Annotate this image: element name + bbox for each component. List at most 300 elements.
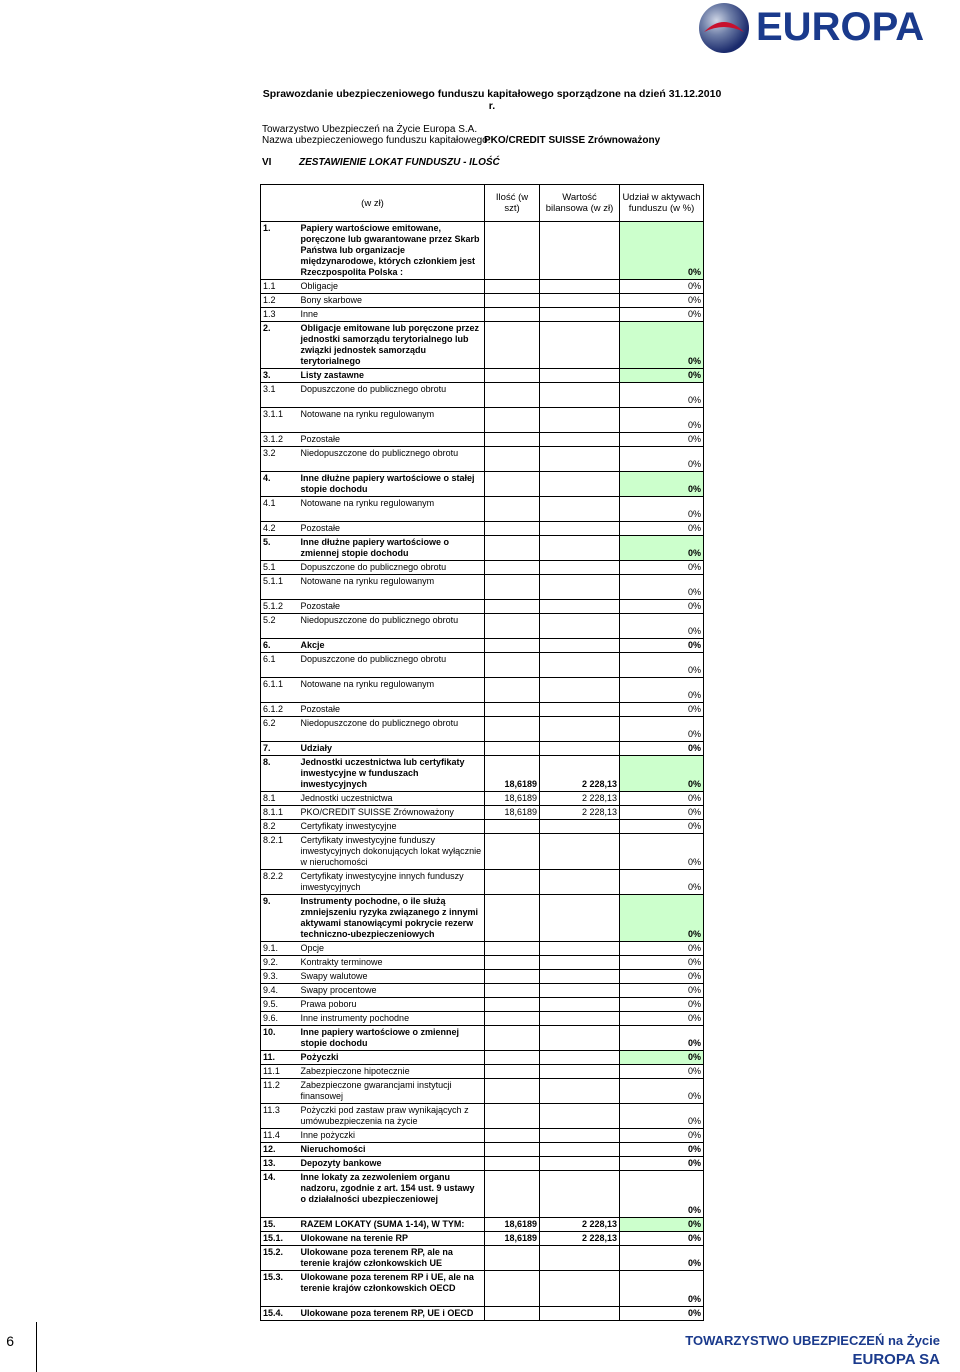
row-value (540, 1143, 620, 1157)
row-quantity (485, 222, 540, 280)
row-number: 11.1 (261, 1065, 299, 1079)
row-value (540, 383, 620, 408)
row-label: Pozostałe (299, 600, 485, 614)
table-row (261, 1026, 704, 1051)
row-share: 0% (620, 703, 704, 717)
row-quantity (485, 369, 540, 383)
footer-company: TOWARZYSTWO UBEZPIECZEŃ na Życie (685, 1333, 940, 1348)
row-label: Notowane na rynku regulowanym (299, 575, 485, 600)
row-label: Ulokowane poza terenem RP i UE, ale na terenie krajów członkowskich OECD (299, 1271, 485, 1307)
row-quantity (485, 717, 540, 742)
fund-name: PKO/CREDIT SUISSE Zrównoważony (484, 135, 661, 146)
row-number: 6.1 (261, 653, 299, 678)
row-quantity (485, 308, 540, 322)
row-number: 8.2.1 (261, 834, 299, 870)
row-quantity: 18,6189 (485, 806, 540, 820)
row-share: 0% (620, 1171, 704, 1218)
row-number: 1.3 (261, 308, 299, 322)
row-share: 0% (620, 998, 704, 1012)
footer-divider (36, 1322, 37, 1372)
row-quantity (485, 703, 540, 717)
table-row (261, 1104, 704, 1129)
row-number: 10. (261, 1026, 299, 1051)
row-value (540, 678, 620, 703)
table-row (261, 614, 704, 639)
row-label: Opcje (299, 942, 485, 956)
row-quantity (485, 614, 540, 639)
table-row (261, 369, 704, 383)
row-quantity (485, 678, 540, 703)
row-label: Certyfikaty inwestycyjne funduszy inwestycyjnych dokonujących lokat wyłącznie w nieruchomości (299, 834, 485, 870)
row-number: 1. (261, 222, 299, 280)
row-number: 6. (261, 639, 299, 653)
row-label: Udziały (299, 742, 485, 756)
row-value (540, 870, 620, 895)
table-row (261, 472, 704, 497)
row-number: 5.1.2 (261, 600, 299, 614)
row-value (540, 742, 620, 756)
row-number: 3. (261, 369, 299, 383)
row-value (540, 472, 620, 497)
row-value (540, 1051, 620, 1065)
header-qty: Ilość (w szt) (485, 185, 540, 222)
row-label: Notowane na rynku regulowanym (299, 678, 485, 703)
table-row (261, 820, 704, 834)
row-label: Niedopuszczone do publicznego obrotu (299, 717, 485, 742)
table-body (261, 222, 704, 1321)
header-value: Wartość bilansowa (w zł) (540, 185, 620, 222)
row-value (540, 280, 620, 294)
table-row (261, 956, 704, 970)
table-row (261, 834, 704, 870)
row-share: 0% (620, 678, 704, 703)
table-row (261, 522, 704, 536)
table-row (261, 653, 704, 678)
table-row (261, 1157, 704, 1171)
row-quantity: 18,6189 (485, 1218, 540, 1232)
row-number: 1.1 (261, 280, 299, 294)
row-quantity (485, 497, 540, 522)
row-number: 5.2 (261, 614, 299, 639)
row-quantity: 18,6189 (485, 1232, 540, 1246)
row-quantity (485, 575, 540, 600)
row-value (540, 1026, 620, 1051)
section-number: VI (262, 157, 272, 168)
row-label: Zabezpieczone gwarancjami instytucji finansowej (299, 1079, 485, 1104)
row-quantity (485, 1065, 540, 1079)
row-label: Pożyczki pod zastaw praw wynikających z umówubezpieczenia na życie (299, 1104, 485, 1129)
table-row (261, 639, 704, 653)
row-share: 0% (620, 600, 704, 614)
row-share: 0% (620, 970, 704, 984)
row-value (540, 1129, 620, 1143)
row-number: 11.3 (261, 1104, 299, 1129)
table-row (261, 998, 704, 1012)
row-value: 2 228,13 (540, 806, 620, 820)
row-quantity (485, 820, 540, 834)
table-row (261, 447, 704, 472)
table-row (261, 383, 704, 408)
row-label: Certyfikaty inwestycyjne innych funduszy inwestycyjnych (299, 870, 485, 895)
company-name: Towarzystwo Ubezpieczeń na Życie Europa S.A. (262, 124, 478, 135)
row-label: Inne lokaty za zezwoleniem organu nadzoru, zgodnie z art. 154 ust. 9 ustawy o działalności ubezpieczeniowej (299, 1171, 485, 1218)
row-share: 0% (620, 433, 704, 447)
row-share: 0% (620, 956, 704, 970)
row-number: 2. (261, 322, 299, 369)
row-share: 0% (620, 792, 704, 806)
row-share: 0% (620, 942, 704, 956)
row-value (540, 1171, 620, 1218)
row-number: 9.6. (261, 1012, 299, 1026)
row-share: 0% (620, 639, 704, 653)
row-label: Jednostki uczestnictwa (299, 792, 485, 806)
table-row (261, 1218, 704, 1232)
row-value (540, 703, 620, 717)
row-value: 2 228,13 (540, 756, 620, 792)
row-number: 11.4 (261, 1129, 299, 1143)
table-row (261, 1307, 704, 1321)
row-share: 0% (620, 536, 704, 561)
row-quantity (485, 1271, 540, 1307)
row-quantity (485, 870, 540, 895)
europa-logo (698, 2, 960, 52)
table-row (261, 294, 704, 308)
row-share: 0% (620, 717, 704, 742)
row-share: 0% (620, 1271, 704, 1307)
table-row (261, 1065, 704, 1079)
row-share: 0% (620, 383, 704, 408)
row-number: 3.1 (261, 383, 299, 408)
row-label: Dopuszczone do publicznego obrotu (299, 383, 485, 408)
row-value (540, 1012, 620, 1026)
row-number: 9.2. (261, 956, 299, 970)
row-number: 15.1. (261, 1232, 299, 1246)
row-quantity (485, 383, 540, 408)
row-label: Notowane na rynku regulowanym (299, 408, 485, 433)
row-quantity (485, 561, 540, 575)
row-value (540, 575, 620, 600)
table-row (261, 1232, 704, 1246)
row-number: 15.3. (261, 1271, 299, 1307)
row-share: 0% (620, 294, 704, 308)
row-share: 0% (620, 322, 704, 369)
table-row (261, 575, 704, 600)
row-quantity (485, 522, 540, 536)
row-number: 11.2 (261, 1079, 299, 1104)
row-quantity (485, 956, 540, 970)
table-row (261, 1079, 704, 1104)
row-number: 13. (261, 1157, 299, 1171)
table-row (261, 703, 704, 717)
row-share: 0% (620, 561, 704, 575)
row-value (540, 408, 620, 433)
row-number: 5.1.1 (261, 575, 299, 600)
page-number: 6 (6, 1333, 14, 1349)
row-share: 0% (620, 1307, 704, 1321)
table-row (261, 792, 704, 806)
table-row (261, 222, 704, 280)
row-quantity (485, 1079, 540, 1104)
table-row (261, 870, 704, 895)
row-share: 0% (620, 614, 704, 639)
row-value (540, 322, 620, 369)
row-value (540, 653, 620, 678)
row-number: 8.2 (261, 820, 299, 834)
row-value (540, 1307, 620, 1321)
row-share: 0% (620, 1143, 704, 1157)
table-row (261, 970, 704, 984)
row-quantity (485, 1143, 540, 1157)
row-value (540, 294, 620, 308)
row-value (540, 522, 620, 536)
row-label: Zabezpieczone hipotecznie (299, 1065, 485, 1079)
table-row (261, 1271, 704, 1307)
row-label: RAZEM LOKATY (SUMA 1-14), W TYM: (299, 1218, 485, 1232)
row-label: Bony skarbowe (299, 294, 485, 308)
table-row (261, 717, 704, 742)
row-share: 0% (620, 1246, 704, 1271)
row-quantity (485, 984, 540, 998)
row-value (540, 1271, 620, 1307)
row-value (540, 600, 620, 614)
row-value (540, 820, 620, 834)
row-value: 2 228,13 (540, 792, 620, 806)
row-number: 15. (261, 1218, 299, 1232)
row-label: Jednostki uczestnictwa lub certyfikaty inwestycyjne w funduszach inwestycyjnych (299, 756, 485, 792)
row-value (540, 984, 620, 998)
row-label: Nieruchomości (299, 1143, 485, 1157)
row-number: 6.1.1 (261, 678, 299, 703)
row-quantity (485, 1104, 540, 1129)
section-title: ZESTAWIENIE LOKAT FUNDUSZU - ILOŚĆ (299, 157, 500, 168)
row-number: 8.2.2 (261, 870, 299, 895)
table-row (261, 600, 704, 614)
row-quantity (485, 639, 540, 653)
row-share: 0% (620, 742, 704, 756)
table-row (261, 1129, 704, 1143)
table-row (261, 942, 704, 956)
row-value: 2 228,13 (540, 1232, 620, 1246)
row-number: 5.1 (261, 561, 299, 575)
row-share: 0% (620, 472, 704, 497)
row-number: 8.1 (261, 792, 299, 806)
row-share: 0% (620, 497, 704, 522)
row-number: 9.4. (261, 984, 299, 998)
row-share: 0% (620, 653, 704, 678)
row-number: 8. (261, 756, 299, 792)
row-value (540, 998, 620, 1012)
row-value (540, 447, 620, 472)
table-row (261, 408, 704, 433)
row-number: 14. (261, 1171, 299, 1218)
row-quantity (485, 408, 540, 433)
row-value (540, 1065, 620, 1079)
row-label: Pozostałe (299, 433, 485, 447)
row-quantity: 18,6189 (485, 756, 540, 792)
row-quantity (485, 1157, 540, 1171)
row-value (540, 497, 620, 522)
row-number: 15.2. (261, 1246, 299, 1271)
row-label: Depozyty bankowe (299, 1157, 485, 1171)
row-value (540, 639, 620, 653)
row-label: Instrumenty pochodne, o ile służą zmniejszeniu ryzyka związanego z innymi aktywami stanowiącymi pokrycie rezerw techniczno-ubezpieczeniowych (299, 895, 485, 942)
row-number: 3.1.1 (261, 408, 299, 433)
row-label: Pozostałe (299, 703, 485, 717)
table-row (261, 895, 704, 942)
table-row (261, 433, 704, 447)
row-share: 0% (620, 1065, 704, 1079)
row-quantity (485, 895, 540, 942)
row-share: 0% (620, 522, 704, 536)
row-value (540, 222, 620, 280)
fund-label: Nazwa ubezpieczeniowego funduszu kapitałowego: (262, 135, 491, 146)
row-label: Inne (299, 308, 485, 322)
table-row (261, 1012, 704, 1026)
row-label: Inne dłużne papiery wartościowe o stałej stopie dochodu (299, 472, 485, 497)
row-quantity: 18,6189 (485, 792, 540, 806)
row-share: 0% (620, 895, 704, 942)
row-share: 0% (620, 870, 704, 895)
row-label: Listy zastawne (299, 369, 485, 383)
row-number: 4.2 (261, 522, 299, 536)
row-number: 11. (261, 1051, 299, 1065)
row-share: 0% (620, 308, 704, 322)
row-label: Ulokowane na terenie RP (299, 1232, 485, 1246)
row-quantity (485, 472, 540, 497)
row-quantity (485, 998, 540, 1012)
row-number: 7. (261, 742, 299, 756)
row-value (540, 1104, 620, 1129)
report-title: Sprawozdanie ubezpieczeniowego funduszu kapitałowego sporządzone na dzień 31.12.2010 r. (262, 88, 722, 112)
row-label: Notowane na rynku regulowanym (299, 497, 485, 522)
row-quantity (485, 280, 540, 294)
row-number: 9. (261, 895, 299, 942)
row-share: 0% (620, 1157, 704, 1171)
row-quantity (485, 322, 540, 369)
row-value (540, 717, 620, 742)
row-share: 0% (620, 1232, 704, 1246)
row-value (540, 433, 620, 447)
row-quantity (485, 942, 540, 956)
table-row (261, 497, 704, 522)
row-label: Dopuszczone do publicznego obrotu (299, 653, 485, 678)
row-quantity (485, 970, 540, 984)
table-row (261, 280, 704, 294)
table-row (261, 742, 704, 756)
row-label: Inne papiery wartościowe o zmiennej stopie dochodu (299, 1026, 485, 1051)
table-row (261, 1051, 704, 1065)
row-label: Swapy walutowe (299, 970, 485, 984)
table-row (261, 561, 704, 575)
row-number: 9.1. (261, 942, 299, 956)
row-share: 0% (620, 806, 704, 820)
row-value (540, 895, 620, 942)
row-label: Inne pożyczki (299, 1129, 485, 1143)
row-label: Certyfikaty inwestycyjne (299, 820, 485, 834)
row-value (540, 308, 620, 322)
row-label: Dopuszczone do publicznego obrotu (299, 561, 485, 575)
table-row (261, 308, 704, 322)
row-label: Pożyczki (299, 1051, 485, 1065)
row-number: 5. (261, 536, 299, 561)
row-quantity (485, 1129, 540, 1143)
row-share: 0% (620, 984, 704, 998)
row-value (540, 834, 620, 870)
row-label: Obligacje emitowane lub poręczone przez jednostki samorządu terytorialnego lub związki jednostek samorządu terytorialnego (299, 322, 485, 369)
row-share: 0% (620, 1218, 704, 1232)
row-quantity (485, 447, 540, 472)
row-label: Ulokowane poza terenem RP, ale na terenie krajów członkowskich UE (299, 1246, 485, 1271)
row-label: Kontrakty terminowe (299, 956, 485, 970)
row-value (540, 942, 620, 956)
row-quantity (485, 1307, 540, 1321)
row-quantity (485, 742, 540, 756)
row-value (540, 1157, 620, 1171)
row-value (540, 956, 620, 970)
row-quantity (485, 1171, 540, 1218)
row-quantity (485, 433, 540, 447)
row-quantity (485, 536, 540, 561)
row-number: 9.3. (261, 970, 299, 984)
investments-table (260, 184, 704, 1321)
table-row (261, 1143, 704, 1157)
row-quantity (485, 294, 540, 308)
row-share: 0% (620, 575, 704, 600)
row-label: Akcje (299, 639, 485, 653)
row-label: Obligacje (299, 280, 485, 294)
row-share: 0% (620, 1079, 704, 1104)
table-row (261, 806, 704, 820)
table-row (261, 678, 704, 703)
row-number: 4.1 (261, 497, 299, 522)
row-value: 2 228,13 (540, 1218, 620, 1232)
row-label: Inne instrumenty pochodne (299, 1012, 485, 1026)
row-label: Niedopuszczone do publicznego obrotu (299, 614, 485, 639)
row-quantity (485, 1026, 540, 1051)
row-share: 0% (620, 820, 704, 834)
row-value (540, 536, 620, 561)
row-label: Ulokowane poza terenem RP, UE i OECD (299, 1307, 485, 1321)
logo-text: EUROPA (756, 5, 925, 49)
row-quantity (485, 834, 540, 870)
row-label: Papiery wartościowe emitowane, poręczone lub gwarantowane przez Skarb Państwa lub organizacje międzynarodowe, których członkiem jest Rzeczpospolita Polska : (299, 222, 485, 280)
row-label: Niedopuszczone do publicznego obrotu (299, 447, 485, 472)
table-row (261, 536, 704, 561)
table-row (261, 1171, 704, 1218)
row-number: 8.1.1 (261, 806, 299, 820)
row-share: 0% (620, 408, 704, 433)
row-quantity (485, 600, 540, 614)
table-row (261, 756, 704, 792)
row-number: 4. (261, 472, 299, 497)
header-share: Udział w aktywach funduszu (w %) (620, 185, 704, 222)
row-share: 0% (620, 369, 704, 383)
footer-brand: EUROPA SA (852, 1351, 940, 1368)
row-label: Prawa poboru (299, 998, 485, 1012)
header-name: (w zł) (261, 185, 485, 222)
row-share: 0% (620, 1012, 704, 1026)
table-row (261, 322, 704, 369)
row-share: 0% (620, 834, 704, 870)
row-number: 9.5. (261, 998, 299, 1012)
row-number: 12. (261, 1143, 299, 1157)
row-value (540, 561, 620, 575)
row-label: Inne dłużne papiery wartościowe o zmiennej stopie dochodu (299, 536, 485, 561)
row-share: 0% (620, 222, 704, 280)
row-quantity (485, 1012, 540, 1026)
row-share: 0% (620, 1026, 704, 1051)
row-value (540, 369, 620, 383)
